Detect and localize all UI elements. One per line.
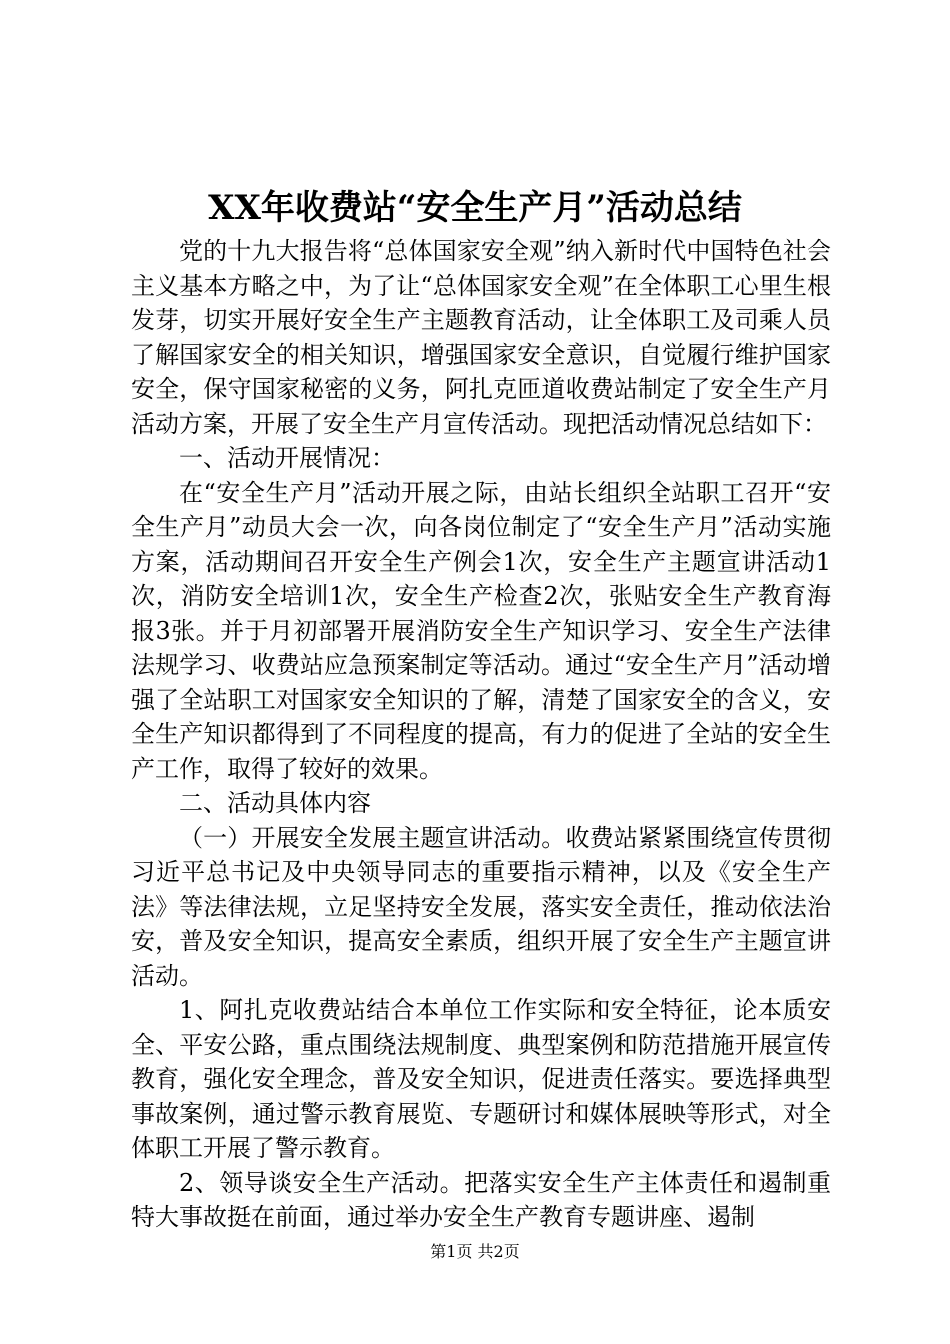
paragraph-intro: 党的十九大报告将“总体国家安全观”纳入新时代中国特色社会主义基本方略之中，为了让“总体国家安全观”在全体职工心里生根发芽，切实开展好安全生产主题教育活动，让全体职工及司乘人员了解国家安全的相关知识，增强国家安全意识，自觉履行维护国家安全，保守国家秘密的义务，阿扎克匝道收费站制定了安全生产月活动方案，开展了安全生产月宣传活动。现把活动情况总结如下： [131,237,831,438]
paragraph-activity-overview: 在“安全生产月”活动开展之际，由站长组织全站职工召开“安全生产月”动员大会一次，向各岗位制定了“安全生产月”活动实施方案，活动期间召开安全生产例会1次，安全生产主题宣讲活动1次，消防安全培训1次，安全生产检查2次，张贴安全生产教育海报3张。并于月初部署开展消防安全生产知识学习、安全生产法律法规学习、收费站应急预案制定等活动。通过“安全生产月”活动增强了全站职工对国家安全知识的了解，清楚了国家安全的含义，安全生产知识都得到了不同程度的提高，有力的促进了全站的安全生产工作，取得了较好的效果。 [131,478,831,783]
section-heading-1: 一、活动开展情况： [179,444,395,472]
document-title: XX年收费站“安全生产月”活动总结 [208,188,742,228]
paragraph-subsection-1: （一）开展安全发展主题宣讲活动。收费站紧紧围绕宣传贯彻习近平总书记及中央领导同志的重要指示精神，以及《安全生产法》等法律法规，立足坚持安全发展，落实安全责任，推动依法治安，普及安全知识，提高安全素质，组织开展了安全生产主题宣讲活动。 [131,823,831,990]
paragraph-item-2: 2、领导谈安全生产活动。把落实安全生产主体责任和遏制重特大事故挺在前面，通过举办安全生产教育专题讲座、遏制 [131,1168,831,1231]
paragraph-item-1: 1、阿扎克收费站结合本单位工作实际和安全特征，论本质安全、平安公路，重点围绕法规制度、典型案例和防范措施开展宣传教育，强化安全理念，普及安全知识，促进责任落实。要选择典型事故案例，通过警示教育展览、专题研讨和媒体展映等形式，对全体职工开展了警示教育。 [131,996,831,1162]
section-heading-2: 二、活动具体内容 [179,789,371,817]
page-number-footer: 第1页 共2页 [430,1242,520,1261]
document-body [131,234,831,1235]
